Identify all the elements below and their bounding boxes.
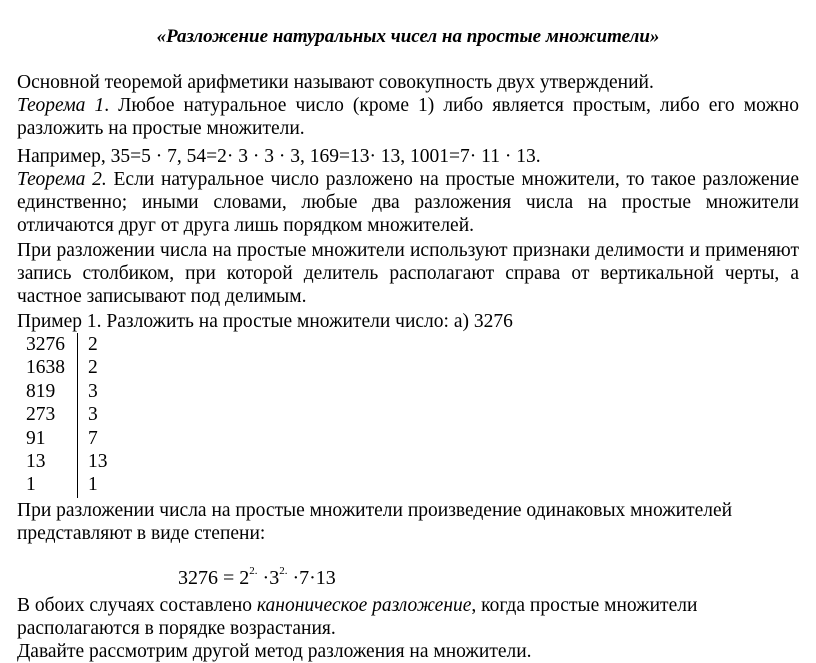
theorem-1 bbox=[17, 94, 799, 140]
theorem-2 bbox=[17, 168, 799, 237]
formula-lhs: 3276 = 2 bbox=[178, 567, 250, 589]
table-row bbox=[17, 403, 157, 426]
canonical-paragraph bbox=[17, 594, 799, 640]
divisor-cell: 2 bbox=[88, 357, 98, 379]
closing-line: Давайте рассмотрим другой метод разложения на множители. bbox=[17, 641, 532, 662]
table-row bbox=[17, 450, 157, 473]
dividend-cell: 273 bbox=[26, 404, 56, 426]
theorem-2-text: Если натуральное число разложено на простые множители, то такое разложение единственно; иными словами, любые два разложения числа на простые множители отличаются друг от друга лишь порядком множителей. bbox=[17, 169, 800, 236]
canonical-term: каноническое разложение bbox=[256, 595, 472, 616]
example-1-line: Пример 1. Разложить на простые множители число: а) 3276 bbox=[17, 311, 513, 332]
canonical-after: , когда простые множители располагаются в порядке возрастания. bbox=[17, 595, 698, 639]
table-row bbox=[17, 356, 157, 379]
canonical-before: В обоих случаях составлено bbox=[17, 595, 257, 616]
dividend-cell: 1638 bbox=[26, 357, 65, 379]
divisor-cell: 3 bbox=[88, 404, 98, 426]
dividend-cell: 1 bbox=[26, 474, 36, 496]
formula-mid: ·3 bbox=[257, 567, 280, 589]
power-paragraph: При разложении числа на простые множители произведение одинаковых множителей представляют в виде степени: bbox=[17, 500, 733, 544]
table-row bbox=[17, 473, 157, 496]
dividend-cell: 91 bbox=[26, 427, 46, 449]
theorem-2-label: Теорема 2. bbox=[17, 169, 107, 190]
table-row bbox=[17, 427, 157, 450]
examples-line: Например, 35=5 · 7, 54=2· 3 · 3 · 3, 169=13· 13, 1001=7· 11 · 13. bbox=[17, 146, 541, 167]
formula-exponent-2: 2. bbox=[279, 565, 288, 578]
divisor-cell: 1 bbox=[88, 474, 98, 496]
dividend-cell: 3276 bbox=[26, 334, 65, 355]
formula-rhs: ·7·13 bbox=[287, 567, 336, 589]
method-paragraph: При разложении числа на простые множители используют признаки делимости и применяют запись столбиком, при которой делитель располагают справа от вертикальной черты, а частное записывают под делимым. bbox=[17, 240, 799, 307]
dividend-cell: 819 bbox=[26, 380, 56, 402]
intro-text: Основной теоремой арифметики называют совокупность двух утверждений. bbox=[17, 72, 654, 93]
division-table bbox=[17, 333, 157, 497]
divisor-cell: 2 bbox=[88, 334, 98, 355]
page-title: «Разложение натуральных чисел на простые множители» bbox=[156, 26, 660, 47]
divisor-cell: 3 bbox=[88, 380, 98, 402]
canonical-formula bbox=[178, 566, 336, 590]
table-row bbox=[17, 380, 157, 403]
dividend-cell: 13 bbox=[26, 450, 46, 472]
table-row bbox=[17, 333, 157, 356]
formula-exponent-1: 2. bbox=[249, 565, 258, 578]
theorem-1-text: . Любое натуральное число (кроме 1) либо является простым, либо его можно разложить на простые множители. bbox=[17, 95, 799, 139]
divisor-cell: 7 bbox=[88, 427, 98, 449]
divisor-cell: 13 bbox=[88, 450, 108, 472]
theorem-1-label: Теорема 1 bbox=[17, 95, 105, 116]
